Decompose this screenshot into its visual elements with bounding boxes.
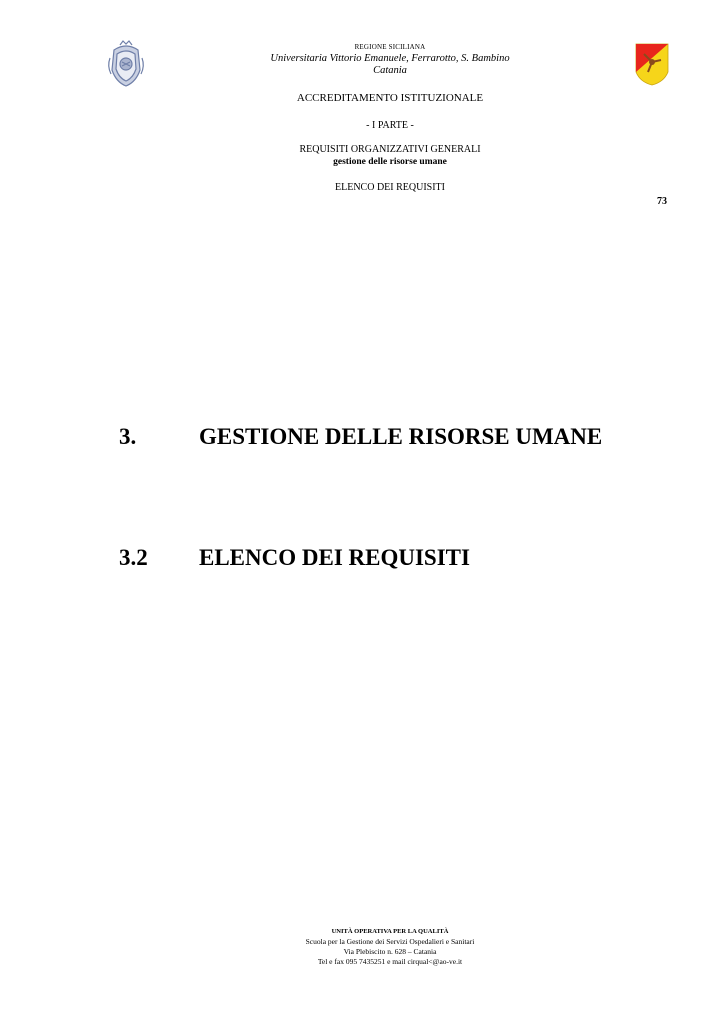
section-title: GESTIONE DELLE RISORSE UMANE <box>199 424 603 449</box>
part-label: - I PARTE - <box>366 120 414 131</box>
coat-of-arms-icon <box>106 40 146 88</box>
hospital-line-1: Universitaria Vittorio Emanuele, Ferrarotto, S. Bambino <box>270 53 510 64</box>
page-number: 73 <box>657 196 667 207</box>
subsection-title: ELENCO DEI REQUISITI <box>199 545 470 570</box>
footer-contact: Tel e fax 095 7435251 e mail cirqual<@ao-ve.it <box>317 957 463 966</box>
requirements-title: REQUISITI ORGANIZZATIVI GENERALI <box>299 144 481 155</box>
subject-subtitle: gestione delle risorse umane <box>333 157 447 167</box>
footer-unit: UNITÀ OPERATIVA PER LA QUALITÀ <box>331 928 449 935</box>
region-label: REGIONE SICILIANA <box>354 43 426 51</box>
list-subtitle: ELENCO DEI REQUISITI <box>335 182 445 193</box>
accreditation-title: ACCREDITAMENTO ISTITUZIONALE <box>296 92 484 104</box>
footer-address: Via Plebiscito n. 628 – Catania <box>343 947 437 956</box>
section-number: 3. <box>119 424 137 449</box>
footer-school: Scuola per la Gestione dei Servizi Ospedalieri e Sanitari <box>305 937 475 946</box>
subsection-number: 3.2 <box>119 545 148 570</box>
hospital-name <box>180 53 600 77</box>
trinacria-flag-icon <box>634 42 670 86</box>
hospital-line-2: Catania <box>373 65 407 76</box>
